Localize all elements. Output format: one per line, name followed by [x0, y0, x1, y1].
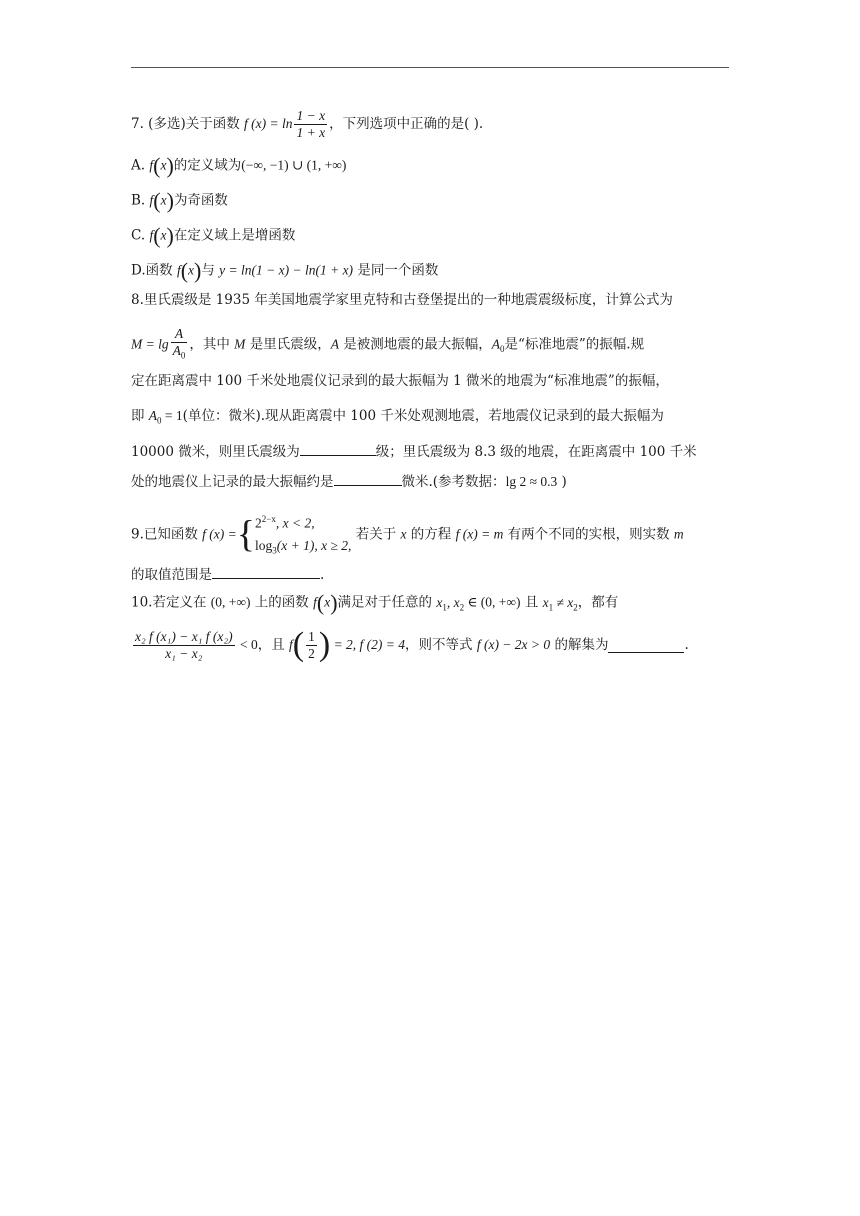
q7-option-d-post: 是同一个函数 — [353, 262, 439, 279]
q10-cond-vals: = 2, f (2) = 4 — [330, 637, 406, 652]
q10-frac-num: x₂ f (x₁) − x₁ f (x₂) — [135, 628, 233, 644]
q8-line-4-sub: 0 — [157, 415, 162, 426]
q7-option-c-text: 在定义域上是增函数 — [173, 227, 296, 244]
q10-end: . — [684, 637, 689, 653]
q10-in: ∈ (0, +∞) — [464, 594, 521, 610]
q8-line-3 — [131, 371, 669, 391]
q8-line-4-a: A — [148, 408, 158, 423]
q10-frac-den: x₁ − x₂ — [165, 645, 203, 661]
q7-option-d-mid: 与 — [201, 262, 220, 279]
q7-frac-num: 1 − x — [296, 108, 326, 123]
q8-line-2-a0-sub: 0 — [500, 344, 505, 355]
header-rule — [131, 67, 729, 68]
q9-cases — [255, 508, 351, 561]
q7-option-c-label: C. — [131, 227, 150, 244]
q8-frac-den-sub: 0 — [180, 350, 186, 361]
q8-line-4 — [131, 406, 664, 431]
q10-ineq: f (x) − 2x > 0 — [476, 637, 551, 652]
q7-frac-den: 1 + x — [296, 125, 326, 140]
q8-fraction — [171, 326, 188, 364]
q9-case-1 — [255, 508, 351, 535]
q10-cond-f: f — [289, 637, 293, 652]
q8-line-2-a0: A — [491, 336, 500, 352]
q7-fraction — [294, 108, 327, 141]
q8-line-2-a-var: A — [330, 336, 339, 352]
q8-answer-blank-1[interactable] — [300, 441, 376, 456]
q10-domain: (0, +∞) — [210, 594, 251, 610]
q8-line-1 — [131, 290, 673, 310]
q9-case-2 — [255, 535, 351, 562]
q10-and: 且 — [520, 594, 543, 611]
q10-paren-left: ( — [292, 626, 305, 663]
q9-line-1 — [131, 508, 684, 561]
q10-half-den: 2 — [308, 645, 315, 661]
q8-line-5 — [131, 441, 697, 462]
q8-line-4-pre: 即 — [131, 408, 149, 424]
q7-option-a-f: f — [149, 157, 154, 173]
q10-line-1-end: ，都有 — [577, 594, 619, 611]
q8-line-4-post: (单位：微米).现从距离震中 100 千米处观测地震，若地震仪记录到的最大振幅为 — [182, 408, 664, 424]
q10-answer-blank[interactable] — [608, 638, 684, 653]
q9-line-2-pre: 的取值范围是 — [131, 567, 212, 583]
q7-func-lhs: f (x) = ln — [244, 116, 293, 131]
q10-ineq-post: 的解集为 — [550, 637, 609, 653]
q10-line-1-mid2: 满足对于任意的 — [337, 594, 437, 611]
q8-line-6-pre: 处的地震仪上记录的最大振幅约是 — [131, 474, 334, 490]
q8-line-2-b: 是里氏震级， — [245, 336, 331, 353]
q8-answer-blank-2[interactable] — [334, 471, 402, 486]
q9-line-2-post: . — [320, 567, 325, 583]
q9-func-lhs: f (x) = — [202, 526, 237, 542]
q7-stem-pre: 7. (多选)关于函数 — [131, 116, 244, 132]
q9-post: 有两个不同的实根，则实数 — [503, 526, 674, 543]
q8-line-1-text: 8.里氏震级是 1935 年美国地震学家里克特和古登堡提出的一种地震震级标度，计算公式为 — [131, 292, 673, 308]
q7-option-a-label: A. — [131, 157, 150, 174]
q9-case-1-cond: , x < 2, — [275, 515, 315, 531]
q8-frac-num: A — [171, 326, 188, 343]
q10-half-num: 1 — [308, 628, 315, 644]
q8-line-2-a: ，其中 — [189, 336, 235, 353]
q9-mid2: 的方程 — [406, 526, 456, 543]
q7-stem-post: ，下列选项中正确的是( ). — [329, 116, 484, 132]
q8-line-5-post: 级；里氏震级为 8.3 级的地震，在距离震中 100 千米 — [375, 444, 697, 460]
q8-line-6-math: lg 2 ≈ 0.3 — [505, 474, 558, 489]
q8-line-2-d: 是“标准地震”的振幅.规 — [504, 336, 645, 353]
q8-line-2-c: 是被测地震的最大振幅， — [338, 336, 492, 353]
q7-option-a: A. f(x)的定义域为(−∞, −1) ∪ (1, +∞) — [131, 153, 347, 178]
q9-case-2-cond: (x + 1), x ≥ 2, — [276, 537, 352, 553]
q7-option-b: B. f(x)为奇函数 — [131, 188, 228, 213]
q10-half — [306, 629, 317, 662]
q10-line-1-pre: 10.若定义在 — [131, 594, 211, 611]
q8-line-2 — [131, 326, 644, 364]
q10-paren-right: ) — [318, 626, 331, 663]
q10-cond-pre: ，且 — [257, 637, 290, 653]
q10-neq: $x_1 \ne x_2$ — [542, 594, 578, 613]
q9-pre: 9.已知函数 — [131, 526, 203, 543]
q7-option-d-math: y = ln(1 − x) − ln(1 + x) — [219, 262, 354, 278]
q9-brace: { — [236, 513, 256, 556]
q9-case-2-sub: 3 — [272, 545, 277, 556]
q10-line-1: 10.若定义在 (0, +∞) 上的函数 f(x)满足对于任意的 $x_1$, $x_2$ ∈ (0, +∞) 且 $x_1 \ne x_2$，都有 — [131, 590, 619, 615]
q9-x: x — [400, 526, 407, 542]
q9-m: m — [673, 526, 684, 542]
q8-line-6-end: ) — [557, 474, 567, 490]
q9-mid: 若关于 — [351, 526, 401, 543]
q8-line-6 — [131, 471, 567, 492]
q8-line-3-text: 定在距离震中 100 千米处地震仪记录到的最大振幅为 1 微米的地震为“标准地震”的振幅， — [131, 373, 669, 389]
q8-frac-den: A — [172, 343, 181, 358]
q10-ineq-pre: ，则不等式 — [405, 637, 477, 653]
q10-line-2 — [131, 628, 689, 662]
q9-answer-blank[interactable] — [212, 564, 320, 579]
q10-lt0: < 0 — [236, 637, 258, 652]
q8-line-5-pre: 10000 微米，则里氏震级为 — [131, 444, 300, 460]
q9-eq: f (x) = m — [455, 526, 504, 542]
q7-option-d: D.函数 f(x)与 y = ln(1 − x) − ln(1 + x) 是同一个函数 — [131, 258, 439, 283]
q7-option-a-math: (−∞, −1) ∪ (1, +∞) — [241, 157, 347, 173]
q9-case-1-exp: 2−x — [261, 514, 276, 524]
q7-option-b-label: B. — [131, 192, 150, 209]
q7-option-d-label: D.函数 — [131, 262, 177, 279]
q7-option-a-x: x — [160, 157, 167, 173]
q8-formula-lhs: M = lg — [131, 336, 169, 352]
q7-option-a-text: 的定义域为 — [173, 157, 242, 174]
q8-line-2-m: M — [234, 336, 246, 352]
q10-vars: $x_1$, $x_2$ — [436, 594, 465, 613]
q10-line-1-mid: 上的函数 — [250, 594, 314, 611]
q7-option-c: C. f(x)在定义域上是增函数 — [131, 223, 296, 248]
q9-line-2 — [131, 564, 324, 585]
q9-case-1-base: 2 — [255, 515, 262, 531]
q8-line-4-eq: = 1 — [161, 408, 183, 423]
q10-fraction — [133, 629, 235, 662]
q8-line-6-post: 微米.(参考数据： — [401, 474, 506, 490]
q7-stem — [131, 108, 483, 141]
q9-case-2-log: log — [255, 537, 273, 553]
q7-option-b-text: 为奇函数 — [173, 192, 228, 209]
